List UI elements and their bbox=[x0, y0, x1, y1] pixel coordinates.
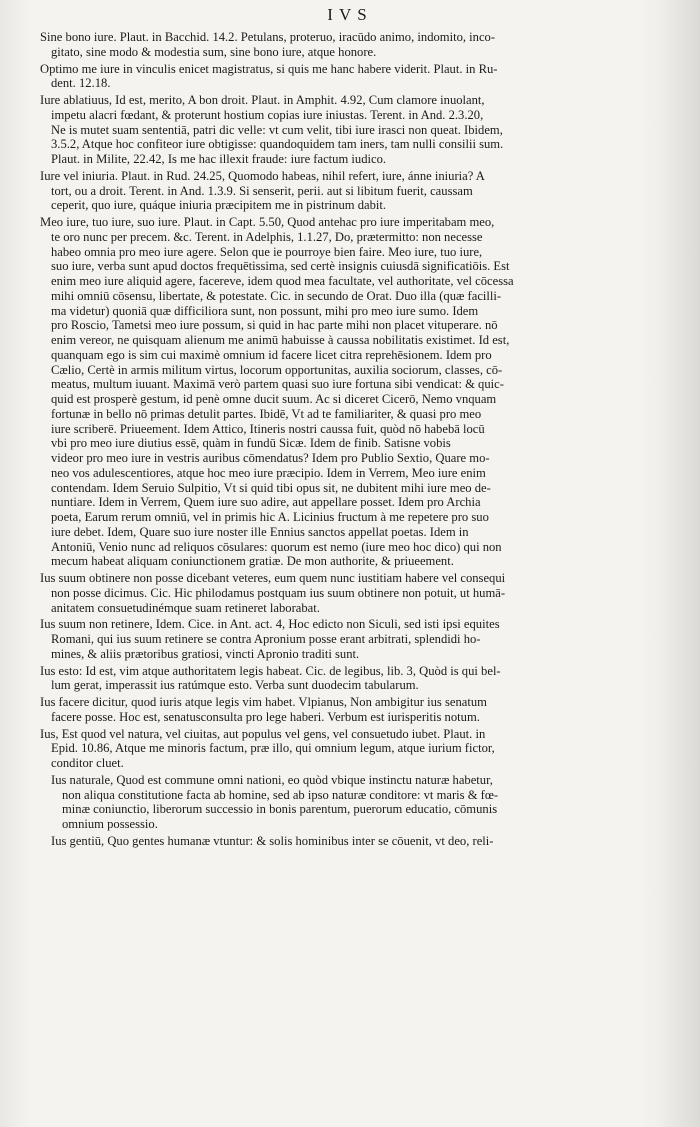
entry-text-line: neo vos adulescentiores, atque hoc meo iure præcipio. Idem in Verrem, Meo iure enim bbox=[51, 465, 486, 480]
dictionary-entry bbox=[40, 664, 670, 694]
entry-text-line: Cælio, Certè in armis militum virtus, locorum opportunitas, auxilia sociorum, classes, cō- bbox=[51, 362, 503, 377]
entry-text-line: habeo omnia pro meo iure agere. Selon que ie pourroye bien faire. Meo iure, tuo iure, bbox=[51, 244, 483, 259]
entry-headline: Ius facere dicitur, quod iuris atque legis vim habet. Vlpianus, Non ambigitur ius senatum bbox=[40, 695, 487, 709]
entry-headline: Ius esto: Id est, vim atque authoritatem legis habeat. Cic. de legibus, lib. 3, Quòd is qui bel- bbox=[40, 663, 501, 678]
entry-text-line: non aliqua constitutione facta ab homine, sed ab ipso naturæ conditore: vt maris & fœ- bbox=[62, 787, 499, 802]
entry-headline: Ius, Est quod vel natura, vel ciuitas, aut populus vel gens, vel consuetudo iubet. Plaut. in bbox=[40, 726, 486, 741]
entry-text-line: gitato, sine modo & modestia sum, sine bono iure, atque honore. bbox=[51, 44, 377, 59]
dictionary-entry bbox=[40, 617, 670, 661]
entry-text-line: mihi omniū cōsensu, libertate, & potestate. Cic. in secundo de Orat. Duo illa (quæ facilli- bbox=[51, 288, 502, 303]
entry-text-line: enim meo iure aliquid agere, facereve, idem quod mea facultate, vel authoritate, vel cōcessa bbox=[51, 274, 514, 288]
entry-text-line: 3.5.2, Atque hoc confiteor iure obtigisse: quandoquidem tam iners, tam nulli consilii sum. bbox=[51, 137, 504, 152]
entry-text-line: Romani, qui ius suum retinere se contra Apronium posse erant arbitrati, splendidi ho- bbox=[51, 632, 481, 646]
dictionary-entry bbox=[40, 93, 670, 167]
dictionary-entry bbox=[40, 727, 670, 771]
entry-text-line: lum gerat, imperassit ius ratúmque esto. Verba sunt duodecim tabularum. bbox=[51, 678, 419, 693]
entry-text-line: dent. 12.18. bbox=[51, 76, 111, 91]
entry-text-line: iure scriberē. Priueement. Idem Attico, Itineris nostri caussa fuit, quòd nō habebā locū bbox=[51, 421, 485, 436]
entry-headline: Iure ablatiuus, Id est, merito, A bon droit. Plaut. in Amphit. 4.92, Cum clamore inuolant, bbox=[40, 93, 485, 107]
dictionary-entry bbox=[40, 834, 670, 849]
entry-text-line: suo iure, verba sunt apud doctos frequētissima, sed certè insignis cuiusdā significatiōis. Est bbox=[51, 259, 510, 274]
entry-text-line: conditor cluet. bbox=[51, 756, 124, 770]
entry-headline: Meo iure, tuo iure, suo iure. Plaut. in Capt. 5.50, Quod antehac pro iure imperitabam meo, bbox=[40, 215, 495, 229]
dictionary-entry bbox=[40, 169, 670, 213]
entry-text-line: non posse dicimus. Cic. Hic philodamus postquam ius suum obtinere non potuit, ut humā- bbox=[51, 585, 506, 600]
entry-text-line: ma videtur) quoniā quæ difficiliora sunt, non possunt, mihi pro meo iure sumo. Idem bbox=[51, 303, 479, 318]
entry-text-line: Ne is mutet suam sententiā, patri dic velle: vt cum velit, tibi iure irasci non queat. Ibidem, bbox=[51, 122, 503, 137]
entry-text-line: Antoniū, Venio nunc ad reliquos cōsulares: quorum est nemo (iure meo hoc dico) qui non bbox=[51, 539, 502, 554]
entry-text-line: anitatem consuetudinémque suam retineret laborabat. bbox=[51, 600, 320, 615]
dictionary-entry bbox=[40, 695, 670, 725]
dictionary-entry bbox=[40, 215, 670, 569]
dictionary-text bbox=[40, 30, 670, 851]
entry-text-line: contendam. Idem Seruio Sulpitio, Vt si quid tibi opus sit, ne dubitent mihi iure meo de- bbox=[51, 480, 491, 495]
entry-headline: Ius gentiū, Quo gentes humanæ vtuntur: & solis hominibus inter se cōuenit, vt deo, reli- bbox=[51, 833, 494, 848]
entry-headline: Sine bono iure. Plaut. in Bacchid. 14.2. Petulans, proteruo, iracūdo animo, indomito, inco- bbox=[40, 30, 496, 44]
entry-headline: Ius suum non retinere, Idem. Cice. in Ant. act. 4, Hoc edicto non Siculi, sed isti ipsi equites bbox=[40, 617, 500, 632]
entry-text-line: quid est prosperè gestum, id penè omne ducit suum. Ac si diceret Cicerō, Nemo vnquam bbox=[51, 392, 497, 406]
entry-text-line: iure debet. Idem, Quare suo iure noster ille Ennius sanctos appellat poetas. Idem in bbox=[51, 524, 469, 539]
entry-text-line: poeta, Earum rerum omniū, vel in primis hic A. Licinius fructum à me repetere pro suo bbox=[51, 510, 489, 524]
entry-headline: Optimo me iure in vinculis enicet magistratus, si quis me hanc habere viderit. Plaut. in Ru- bbox=[40, 61, 498, 76]
dictionary-entry bbox=[40, 571, 670, 615]
entry-text-line: nuntiare. Idem in Verrem, Quem iure suo adire, aut appellare posset. Idem pro Archia bbox=[51, 495, 481, 510]
entry-text-line: impetu alacri fœdant, & proterunt hostium copias iure iniustas. Terent. in And. 2.3.20, bbox=[51, 107, 484, 122]
entry-text-line: minæ coniunctio, liberorum successio in bonis parentum, puerorum educatio, cōmunis bbox=[62, 802, 498, 817]
entry-text-line: facere posse. Hoc est, senatusconsulta pro lege haberi. Verbum est iurisperitis notum. bbox=[51, 709, 480, 724]
entry-text-line: ceperit, quo iure, quáque iniuria præcipitem me in pistrinum dabit. bbox=[51, 198, 387, 213]
entry-text-line: Plaut. in Milite, 22.42, Is me hac illexit fraude: iure factum iudico. bbox=[51, 152, 387, 166]
entry-text-line: te oro nunc per precem. &c. Terent. in Adelphis, 1.1.27, Do, prætermitto: non necesse bbox=[51, 229, 483, 244]
entry-headline: Ius naturale, Quod est commune omni nationi, eo quòd vbique instinctu naturæ habetur, bbox=[51, 772, 493, 787]
entry-headline: Ius suum obtinere non posse dicebant veteres, eum quem nunc iustitiam habere vel consequi bbox=[40, 571, 506, 585]
entry-headline: Iure vel iniuria. Plaut. in Rud. 24.25, Quomodo habeas, nihil refert, iure, ánne iniuria? A bbox=[40, 168, 485, 183]
entry-text-line: tort, ou a droit. Terent. in And. 1.3.9. Si senserit, perii. aut si libitum fuerit, caussam bbox=[51, 183, 473, 198]
entry-text-line: meatus, multum iuuant. Maximā verò partem quasi suo iure fortuna sibi vendicat: & quic- bbox=[51, 377, 504, 392]
entry-text-line: Epid. 10.86, Atque me minoris factum, præ illo, qui omnium legum, atque iurium fictor, bbox=[51, 741, 495, 756]
entry-text-line: quanquam ego is sim cui maximè omnium id facere licet citra reprehēsionem. Idem pro bbox=[51, 347, 492, 362]
entry-text-line: enim vereor, ne quisquam alienum me animū habuisse à caussa nobilitatis existimet. Id est, bbox=[51, 333, 510, 347]
entry-text-line: pro Roscio, Tametsi meo iure possum, si quid in hac parte mihi non placet vituperare. nō bbox=[51, 318, 498, 333]
entry-text-line: videor pro meo iure in vestris auribus cōmendatus? Idem pro Publio Sextio, Quare mo- bbox=[51, 451, 490, 465]
entry-text-line: vbi pro meo iure diutius essē, quàm in fundū Sicæ. Idem de finib. Satisne vobis bbox=[51, 436, 451, 451]
entry-text-line: mecum habeat aliquam coniunctionem gratiæ. De mon authorite, & priueement. bbox=[51, 554, 454, 569]
dictionary-entry bbox=[40, 773, 670, 832]
running-head: IVS bbox=[327, 5, 373, 24]
entry-text-line: mines, & aliis prætoribus gratiosi, vincti Apronio traditi sunt. bbox=[51, 646, 360, 661]
dictionary-entry bbox=[40, 30, 670, 60]
entry-text-line: fortunæ in bello nō primas detulit partes. Ibidē, Vt ad te familiariter, & quasi pro meo bbox=[51, 406, 482, 421]
dictionary-entry bbox=[40, 62, 670, 92]
entry-text-line: omnium possessio. bbox=[62, 817, 158, 831]
